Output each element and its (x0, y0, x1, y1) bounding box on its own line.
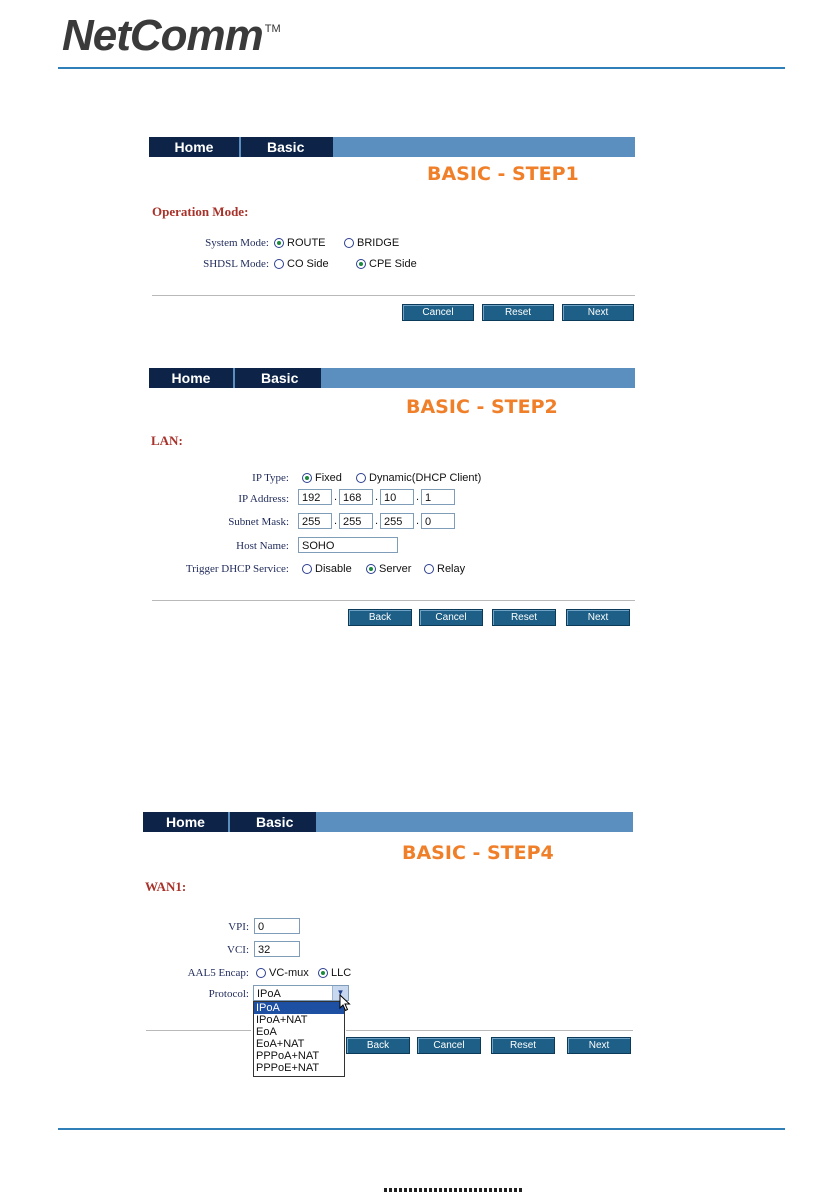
shdsl-mode-co-side[interactable]: CO Side (274, 257, 329, 271)
subnet-mask-label: Subnet Mask: (228, 516, 289, 528)
step4-back-button[interactable]: Back (346, 1037, 410, 1054)
aal5-vc-mux[interactable]: VC-mux (256, 966, 309, 980)
radio-unchecked-icon (344, 238, 354, 248)
shdsl-mode-label: SHDSL Mode: (203, 258, 269, 270)
step2-divider (152, 600, 635, 601)
step2-title: BASIC - STEP2 (406, 396, 558, 418)
netcomm-logo: NetComm ™ (62, 11, 281, 60)
ip-type-dynamic[interactable]: Dynamic(DHCP Client) (356, 471, 481, 485)
lan-heading: LAN: (151, 433, 183, 448)
step2-panel (149, 368, 635, 633)
ip-address-octet-4[interactable]: 1 (421, 489, 455, 505)
ip-type-fixed[interactable]: Fixed (302, 471, 342, 485)
subnet-dot: . (416, 515, 420, 527)
nav-basic-tab[interactable]: Basic (235, 368, 321, 388)
vci-input[interactable]: 32 (254, 941, 300, 957)
dhcp-disable[interactable]: Disable (302, 562, 352, 576)
step4-navbar (143, 812, 633, 832)
protocol-select[interactable]: IPoA ▼ (253, 985, 349, 1001)
nav-basic-tab[interactable]: Basic (230, 812, 316, 832)
protocol-option[interactable]: EoA (256, 1026, 277, 1038)
protocol-option[interactable]: EoA+NAT (256, 1038, 305, 1050)
subnet-dot: . (334, 515, 338, 527)
protocol-option[interactable]: IPoA+NAT (256, 1014, 308, 1026)
step1-next-button[interactable]: Next (562, 304, 634, 321)
radio-unchecked-icon (256, 968, 266, 978)
system-mode-bridge[interactable]: BRIDGE (344, 236, 399, 250)
radio-checked-icon (366, 564, 376, 574)
step4-divider (346, 1030, 633, 1031)
subnet-mask-octet-2[interactable]: 255 (339, 513, 373, 529)
vci-label: VCI: (227, 944, 249, 956)
step1-title: BASIC - STEP1 (427, 163, 579, 185)
step4-panel (143, 812, 633, 1097)
mouse-cursor-icon (339, 994, 351, 1012)
vpi-label: VPI: (228, 921, 249, 933)
step2-back-button[interactable]: Back (348, 609, 412, 626)
step1-cancel-button[interactable]: Cancel (402, 304, 474, 321)
footer-rule (58, 1128, 785, 1130)
ip-dot: . (334, 491, 338, 503)
ip-dot: . (375, 491, 379, 503)
ip-address-octet-3[interactable]: 10 (380, 489, 414, 505)
step4-next-button[interactable]: Next (567, 1037, 631, 1054)
host-name-input[interactable]: SOHO (298, 537, 398, 553)
nav-basic-tab[interactable]: Basic (241, 137, 333, 157)
system-mode-route[interactable]: ROUTE (274, 236, 326, 250)
trademark: TM (264, 23, 281, 35)
radio-checked-icon (356, 259, 366, 269)
ip-address-label: IP Address: (238, 493, 289, 505)
step2-reset-button[interactable]: Reset (492, 609, 556, 626)
host-name-label: Host Name: (236, 540, 289, 552)
step2-navbar (149, 368, 635, 388)
radio-checked-icon (302, 473, 312, 483)
step4-cancel-button[interactable]: Cancel (417, 1037, 481, 1054)
protocol-option[interactable]: PPPoA+NAT (256, 1050, 320, 1062)
subnet-mask-octet-3[interactable]: 255 (380, 513, 414, 529)
step4-reset-button[interactable]: Reset (491, 1037, 555, 1054)
ip-address-octet-2[interactable]: 168 (339, 489, 373, 505)
dhcp-relay[interactable]: Relay (424, 562, 465, 576)
step4-title: BASIC - STEP4 (402, 842, 554, 864)
wan1-heading: WAN1: (145, 879, 187, 894)
dhcp-service-label: Trigger DHCP Service: (185, 563, 289, 575)
protocol-option[interactable]: PPPoE+NAT (256, 1062, 320, 1074)
radio-unchecked-icon (274, 259, 284, 269)
subnet-mask-octet-4[interactable]: 0 (421, 513, 455, 529)
shdsl-mode-cpe-side[interactable]: CPE Side (356, 257, 417, 271)
step2-next-button[interactable]: Next (566, 609, 630, 626)
aal5-llc[interactable]: LLC (318, 966, 351, 980)
ip-dot: . (416, 491, 420, 503)
nav-home-tab[interactable]: Home (149, 137, 239, 157)
nav-home-tab[interactable]: Home (149, 368, 233, 388)
system-mode-label: System Mode: (205, 237, 269, 249)
radio-checked-icon (274, 238, 284, 248)
ip-type-label: IP Type: (252, 472, 289, 484)
radio-unchecked-icon (356, 473, 366, 483)
subnet-mask-octet-1[interactable]: 255 (298, 513, 332, 529)
nav-home-tab[interactable]: Home (143, 812, 228, 832)
chevron-down-icon[interactable]: ▼ (332, 986, 348, 1000)
dhcp-server[interactable]: Server (366, 562, 411, 576)
step1-panel (149, 137, 635, 327)
step2-cancel-button[interactable]: Cancel (419, 609, 483, 626)
page-edge-mark (384, 1188, 524, 1192)
vpi-input[interactable]: 0 (254, 918, 300, 934)
protocol-dropdown-list (253, 1001, 345, 1077)
radio-checked-icon (318, 968, 328, 978)
step1-navbar (149, 137, 635, 157)
radio-unchecked-icon (302, 564, 312, 574)
step4-divider (146, 1030, 251, 1031)
protocol-label: Protocol: (208, 988, 249, 1000)
step1-reset-button[interactable]: Reset (482, 304, 554, 321)
aal5-encap-label: AAL5 Encap: (187, 967, 249, 979)
radio-unchecked-icon (424, 564, 434, 574)
header-rule (58, 67, 785, 69)
subnet-dot: . (375, 515, 379, 527)
ip-address-octet-1[interactable]: 192 (298, 489, 332, 505)
operation-mode-heading: Operation Mode: (152, 204, 249, 219)
step1-divider (152, 295, 635, 296)
protocol-option[interactable]: IPoA (254, 1002, 344, 1014)
